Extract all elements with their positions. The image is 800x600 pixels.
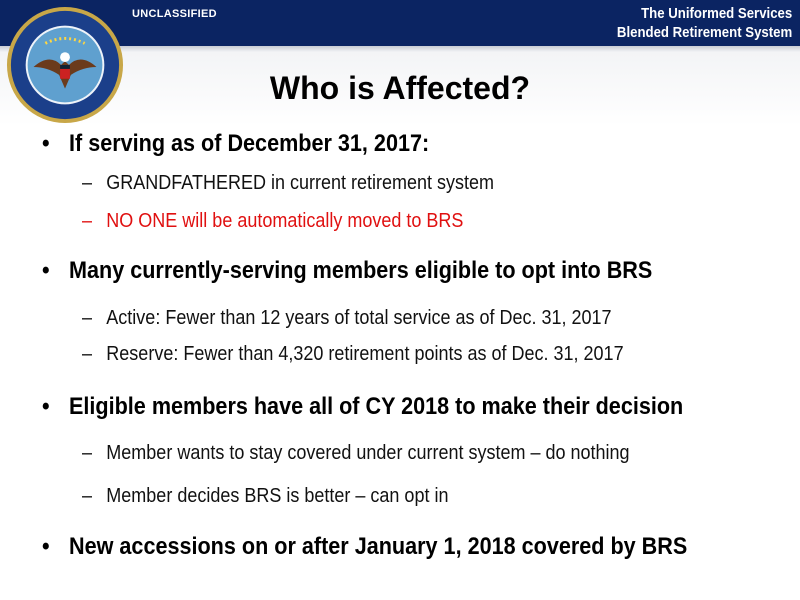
bullet-3 xyxy=(42,393,683,421)
classification-label: UNCLASSIFIED xyxy=(132,8,217,20)
dash-marker: – xyxy=(82,442,93,464)
bullet-4 xyxy=(42,533,687,561)
sub-bullet xyxy=(82,485,448,508)
sub-bullet-text: Reserve: Fewer than 4,320 retirement points as of Dec. 31, 2017 xyxy=(106,343,624,365)
bullet-marker: • xyxy=(42,533,50,560)
program-title-line1: The Uniformed Services xyxy=(640,5,792,22)
sub-bullet-highlight xyxy=(82,210,463,233)
bullet-text: New accessions on or after January 1, 2018 covered by BRS xyxy=(69,533,688,560)
bullet-text: Many currently-serving members eligible to opt into BRS xyxy=(69,257,653,284)
sub-bullet xyxy=(82,307,612,330)
sub-bullet xyxy=(82,172,494,195)
bullet-text: Eligible members have all of CY 2018 to make their decision xyxy=(69,393,684,420)
sub-bullet-text: GRANDFATHERED in current retirement system xyxy=(106,172,495,194)
sub-bullet-text: NO ONE will be automatically moved to BRS xyxy=(106,210,464,232)
sub-bullet-text: Active: Fewer than 12 years of total service as of Dec. 31, 2017 xyxy=(106,307,612,329)
bullet-2 xyxy=(42,257,652,285)
bullet-marker: • xyxy=(42,130,50,157)
bullet-1 xyxy=(42,130,429,158)
dash-marker: – xyxy=(82,307,93,329)
sub-bullet xyxy=(82,343,624,366)
program-title-line2: Blended Retirement System xyxy=(616,24,792,41)
sub-bullet-text: Member wants to stay covered under current system – do nothing xyxy=(106,442,630,464)
dash-marker: – xyxy=(82,210,93,232)
bullet-marker: • xyxy=(42,257,50,284)
sub-bullet xyxy=(82,442,630,465)
sub-bullet-text: Member decides BRS is better – can opt in xyxy=(106,485,449,507)
bullet-text: If serving as of December 31, 2017: xyxy=(69,130,430,157)
dash-marker: – xyxy=(82,172,93,194)
slide-title: Who is Affected? xyxy=(269,70,531,106)
program-title xyxy=(617,4,792,42)
dash-marker: – xyxy=(82,343,93,365)
bullet-marker: • xyxy=(42,393,50,420)
dash-marker: – xyxy=(82,485,93,507)
